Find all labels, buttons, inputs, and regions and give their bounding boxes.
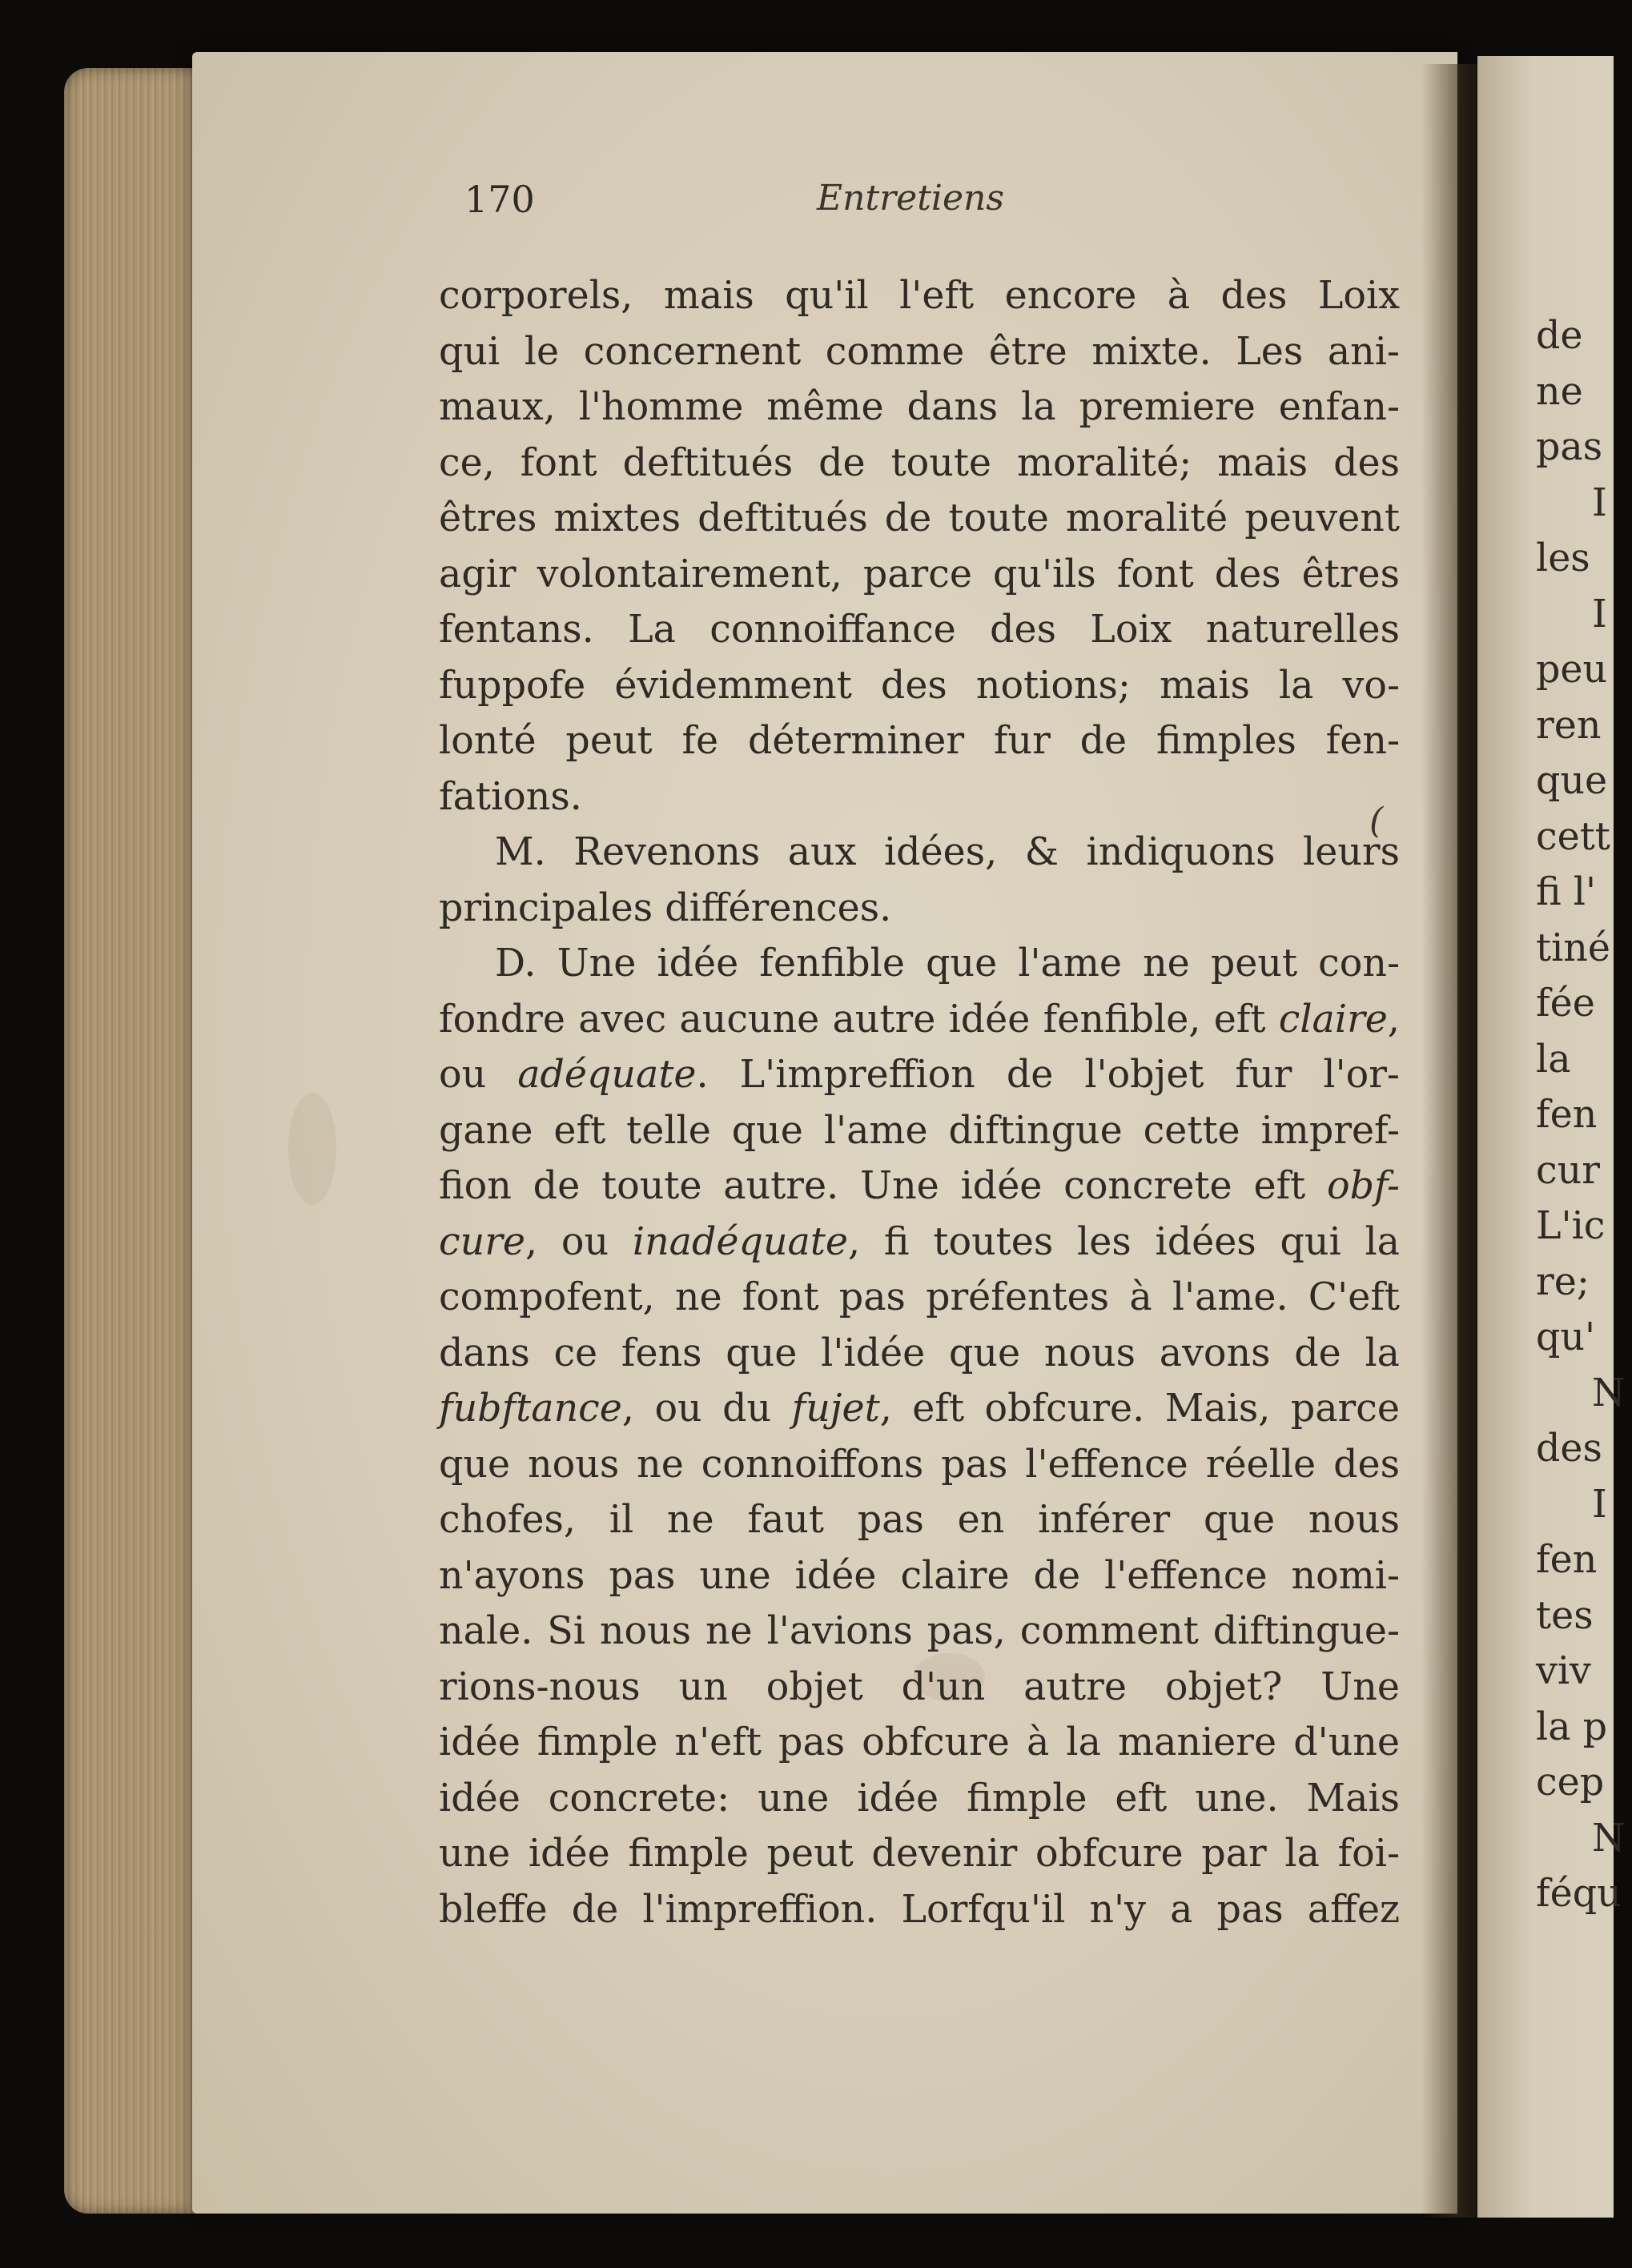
next-page-fragment: I	[1592, 592, 1607, 636]
running-title: Entretiens	[817, 178, 1004, 219]
next-page-fragment: viv	[1536, 1649, 1591, 1693]
italic-term: fujet	[791, 1387, 880, 1431]
text-line	[439, 825, 1400, 881]
paper-stain	[288, 1093, 336, 1205]
text-fragment: , fi toutes les idées qui la	[848, 1219, 1400, 1264]
text-line	[439, 713, 1400, 769]
next-page-fragment: N	[1592, 1371, 1626, 1415]
next-page-fragment: cep	[1536, 1760, 1605, 1804]
text-fragment: ou	[439, 1053, 518, 1097]
text-line	[439, 491, 1400, 547]
text-line	[439, 1437, 1400, 1493]
text-fragment: fentans. La connoiffance des Loix naturelles	[439, 608, 1400, 652]
text-line	[439, 547, 1400, 603]
next-page-fragment: cur	[1536, 1148, 1600, 1193]
text-line	[439, 1158, 1400, 1214]
text-fragment: dans ce fens que l'idée que nous avons de la	[439, 1331, 1400, 1375]
next-page-fragment: fi l'	[1536, 870, 1597, 914]
text-line	[439, 1660, 1400, 1716]
text-line	[439, 379, 1400, 436]
text-fragment: principales différences.	[439, 885, 892, 930]
text-line	[439, 1882, 1400, 1938]
next-page-fragment: que	[1536, 759, 1608, 803]
text-line	[439, 1103, 1400, 1159]
italic-term: inadéquate	[632, 1219, 849, 1264]
text-fragment: chofes, il ne faut pas en inférer que nous	[439, 1498, 1400, 1542]
next-page-fragment: N	[1592, 1816, 1626, 1861]
text-fragment: lonté peut fe déterminer fur de fimples fen-	[439, 719, 1400, 763]
next-page-fragment: la	[1536, 1037, 1571, 1082]
text-line	[439, 324, 1400, 380]
text-line	[439, 1715, 1400, 1771]
text-fragment: bleffe de l'impreffion. Lorfqu'il n'y a pas affez	[439, 1887, 1400, 1932]
margin-mark: (	[1369, 801, 1384, 841]
text-fragment: , eft obfcure. Mais, parce	[879, 1387, 1400, 1431]
text-fragment: n'ayons pas une idée claire de l'effence nomi-	[439, 1553, 1400, 1598]
text-line	[439, 769, 1400, 825]
text-line	[439, 1548, 1400, 1604]
text-line	[439, 936, 1400, 992]
text-line	[439, 658, 1400, 714]
text-fragment: qui le concernent comme être mixte. Les ani-	[439, 329, 1400, 374]
text-fragment: idée concrete: une idée fimple eft une. Mais	[439, 1776, 1400, 1820]
text-fragment: , ou	[525, 1219, 633, 1264]
text-line	[439, 992, 1400, 1048]
text-fragment: D. Une idée fenfible que l'ame ne peut con-	[495, 941, 1400, 985]
italic-term: adéquate	[517, 1053, 697, 1097]
text-line	[439, 436, 1400, 492]
next-page-fragment: cett	[1536, 814, 1610, 859]
next-page-fragment: tiné	[1536, 925, 1610, 970]
next-page-fragment: féqu	[1536, 1872, 1622, 1916]
text-fragment: nale. Si nous ne l'avions pas, comment diftingue-	[439, 1609, 1400, 1653]
text-fragment: idée fimple n'eft pas obfcure à la maniere d'une	[439, 1720, 1400, 1764]
next-page-fragment: pas	[1536, 425, 1603, 469]
italic-term: fubftance	[439, 1387, 622, 1431]
text-fragment: ,	[1387, 997, 1400, 1042]
next-page-fragment: des	[1536, 1427, 1602, 1471]
next-page-fragment: de	[1536, 314, 1583, 358]
next-page-fragment: L'ic	[1536, 1204, 1606, 1248]
text-fragment: ce, font deftitués de toute moralité; mais des	[439, 440, 1400, 485]
text-line	[439, 1826, 1400, 1882]
page-number: 170	[464, 178, 535, 221]
text-fragment: compofent, ne font pas préfentes à l'ame. C'eft	[439, 1275, 1400, 1319]
text-line	[439, 1270, 1400, 1326]
next-page-fragment: ren	[1536, 703, 1602, 748]
next-page-fragment: fen	[1536, 1093, 1598, 1137]
text-fragment: que nous ne connoiffons pas l'effence réelle des	[439, 1442, 1400, 1487]
text-fragment: fations.	[439, 774, 582, 819]
text-line	[439, 1381, 1400, 1437]
text-fragment: une idée fimple peut devenir obfcure par la foi-	[439, 1832, 1400, 1876]
text-fragment: fuppofe évidemment des notions; mais la vo-	[439, 663, 1400, 708]
next-page-fragment: re;	[1536, 1259, 1590, 1304]
text-line	[439, 1771, 1400, 1827]
text-fragment: , ou du	[621, 1387, 792, 1431]
text-fragment: fondre avec aucune autre idée fenfible, eft	[439, 997, 1279, 1042]
next-page-fragment: peu	[1536, 648, 1608, 692]
next-page-text-fragments	[1536, 308, 1632, 1922]
text-fragment: M. Revenons aux idées, & indiquons leurs	[495, 830, 1400, 874]
next-page-fragment: ne	[1536, 369, 1583, 414]
text-line	[439, 1326, 1400, 1382]
text-line	[439, 268, 1400, 324]
text-fragment: maux, l'homme même dans la premiere enfan-	[439, 385, 1400, 429]
next-page-fragment: fée	[1536, 981, 1595, 1026]
text-line	[439, 1214, 1400, 1270]
italic-term: obf-	[1327, 1164, 1400, 1208]
text-line	[439, 1492, 1400, 1548]
page-header	[464, 178, 1385, 234]
text-line	[439, 602, 1400, 658]
next-page-fragment: qu'	[1536, 1315, 1596, 1359]
text-fragment: . L'impreffion de l'objet fur l'or-	[696, 1053, 1400, 1097]
text-fragment: fion de toute autre. Une idée concrete eft	[439, 1164, 1328, 1208]
text-line	[439, 1047, 1400, 1103]
text-fragment: agir volontairement, parce qu'ils font des êtres	[439, 552, 1400, 596]
body-text	[439, 268, 1400, 1937]
text-fragment: rions-nous un objet d'un autre objet? Une	[439, 1664, 1400, 1709]
text-line	[439, 881, 1400, 937]
italic-term: cure	[439, 1219, 526, 1264]
next-page-fragment: les	[1536, 536, 1590, 580]
italic-term: claire	[1278, 997, 1388, 1042]
next-page-fragment: I	[1592, 1482, 1607, 1527]
next-page-fragment: la p	[1536, 1704, 1608, 1749]
text-fragment: êtres mixtes deftitués de toute moralité peuvent	[439, 496, 1400, 540]
text-fragment: gane eft telle que l'ame diftingue cette impref-	[439, 1108, 1400, 1153]
next-page-fragment: fen	[1536, 1538, 1598, 1582]
text-fragment: corporels, mais qu'il l'eft encore à des Loix	[439, 274, 1400, 318]
next-page-fragment: tes	[1536, 1593, 1594, 1638]
next-page-fragment: I	[1592, 480, 1607, 525]
gutter-shadow	[1421, 64, 1477, 2218]
text-line	[439, 1604, 1400, 1660]
